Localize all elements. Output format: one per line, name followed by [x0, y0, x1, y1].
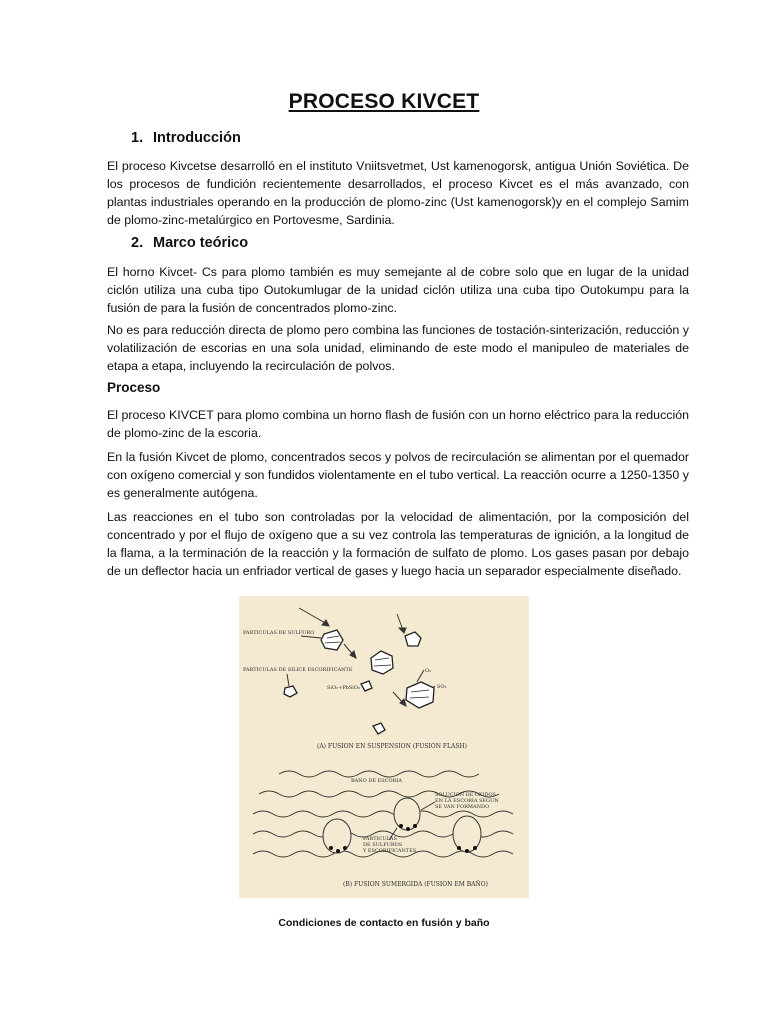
section-heading-introduccion: [131, 130, 241, 146]
sulfide-dot: [336, 849, 340, 853]
paragraph-intro: El proceso Kivcetse desarrolló en el instituto Vniitsvetmet, Ust kamenogorsk, antigua Unión Soviética. De los procesos de fundición recientemente desarrollados, el proceso Kivcet es el más avanzado, con plantas industriales operando en la producción de plomo-zinc (Ust kamenogorsk)y en el complejo Samim de plomo-zinc-metalúrgico en Portovesme, Sardinia.: [107, 159, 689, 227]
arrowhead: [399, 628, 406, 633]
paragraph-proceso-2: En la fusión Kivcet de plomo, concentrados secos y polvos de recirculación se alimentan por el quemador con oxígeno comercial y son fundidos violentamente en el tubo vertical. La reacción ocurre a 1250-1350 y es generalmente autógena.: [107, 450, 689, 500]
sulfide-particle: [405, 632, 421, 646]
section-number: 2.: [131, 235, 144, 251]
wave-line: [253, 811, 513, 817]
sulfide-dot: [413, 824, 417, 828]
figure-label: SO₂: [437, 684, 447, 690]
bubble: [453, 816, 481, 852]
process-figure: [239, 596, 529, 898]
sulfide-dot: [343, 846, 347, 850]
subheading-proceso: Proceso: [107, 380, 161, 395]
fall-arrow: [299, 608, 327, 624]
section-number: 1.: [131, 130, 144, 146]
pointer-line: [421, 802, 435, 810]
figure-caption: Condiciones de contacto en fusión y baño: [278, 917, 490, 929]
figure-label: PARTICULAS: [363, 836, 397, 842]
sulfide-dot: [329, 846, 333, 850]
silica-particle: [284, 686, 297, 697]
sulfide-dot: [399, 824, 403, 828]
figure-label: O₂: [425, 668, 432, 674]
pointer-line: [301, 636, 321, 638]
sulfide-dot: [406, 827, 410, 831]
pointer-line: [287, 674, 289, 686]
paragraph-marco-2: No es para reducción directa de plomo pero combina las funciones de tostación-sinterización, reducción y volatilización de escorias en una sola unidad, eliminando de este modo el manipuleo de materiales de etapa a etapa, incluyendo la recirculación de polvos.: [107, 323, 689, 373]
sulfide-dot: [473, 846, 477, 850]
sulfide-particle: [406, 682, 434, 708]
figure-label: BAÑO DE ESCORIA: [351, 778, 402, 784]
figure-caption-a: (A) FUSION EN SUSPENSION (FUSION FLASH): [317, 743, 468, 750]
figure-label: DE SULFUROS: [363, 842, 403, 848]
figure-label: SE VAN FORMANDO: [435, 804, 490, 810]
sulfide-particle: [371, 651, 393, 674]
arrowhead: [322, 620, 329, 626]
paragraph-proceso-1: El proceso KIVCET para plomo combina un horno flash de fusión con un horno eléctrico para la reducción de plomo-zinc de la escoria.: [107, 408, 689, 440]
silica-particle: [361, 681, 372, 691]
section-heading-text: Introducción: [153, 130, 241, 146]
section-heading-marco-teorico: [131, 235, 248, 251]
figure-label: EN LA ESCORIA SEGUN: [435, 798, 499, 804]
figure-caption-b: (B) FUSION SUMERGIDA (FUSION EM BAÑO): [343, 881, 488, 888]
figure-label: SOLUCION DE OXIDOS: [435, 792, 496, 798]
figure-label: Y ESCORIFICANTES: [363, 848, 417, 854]
section-heading-text: Marco teórico: [153, 235, 249, 251]
figure-label: PARTICULAS DE SULFURO: [243, 630, 315, 636]
sulfide-dot: [457, 846, 461, 850]
sulfide-particle: [321, 630, 343, 650]
sulfide-dot: [465, 849, 469, 853]
figure-label: PARTICULAS DE SILICE ESCORIFICANTE: [243, 667, 353, 673]
figure-drawing: [239, 596, 529, 898]
wave-line: [279, 771, 479, 777]
document-title: PROCESO KIVCET: [288, 90, 480, 113]
paragraph-marco-1: El horno Kivcet- Cs para plomo también es muy semejante al de cobre solo que en lugar de la unidad ciclón utiliza una cuba tipo Outokumlugar de la unidad ciclón utiliza una cuba tipo Outokumpu para la fusión de para la fusión de concentrados plomo-zinc.: [107, 265, 689, 315]
figure-label: SiO₂+PbSiO₃: [327, 685, 361, 691]
paragraph-proceso-3: Las reacciones en el tubo son controladas por la velocidad de alimentación, por la composición del concentrado y por el flujo de oxígeno que a su vez controla las temperaturas de ignición, a la longitud de la flama, a la terminación de la reacción y la formación de sulfato de plomo. Los gases pasan por debajo de un deflector hacia un enfriador vertical de gases y luego hacia un separador especialmente diseñado.: [107, 510, 689, 578]
pointer-line: [417, 670, 424, 682]
silica-particle: [373, 723, 385, 734]
